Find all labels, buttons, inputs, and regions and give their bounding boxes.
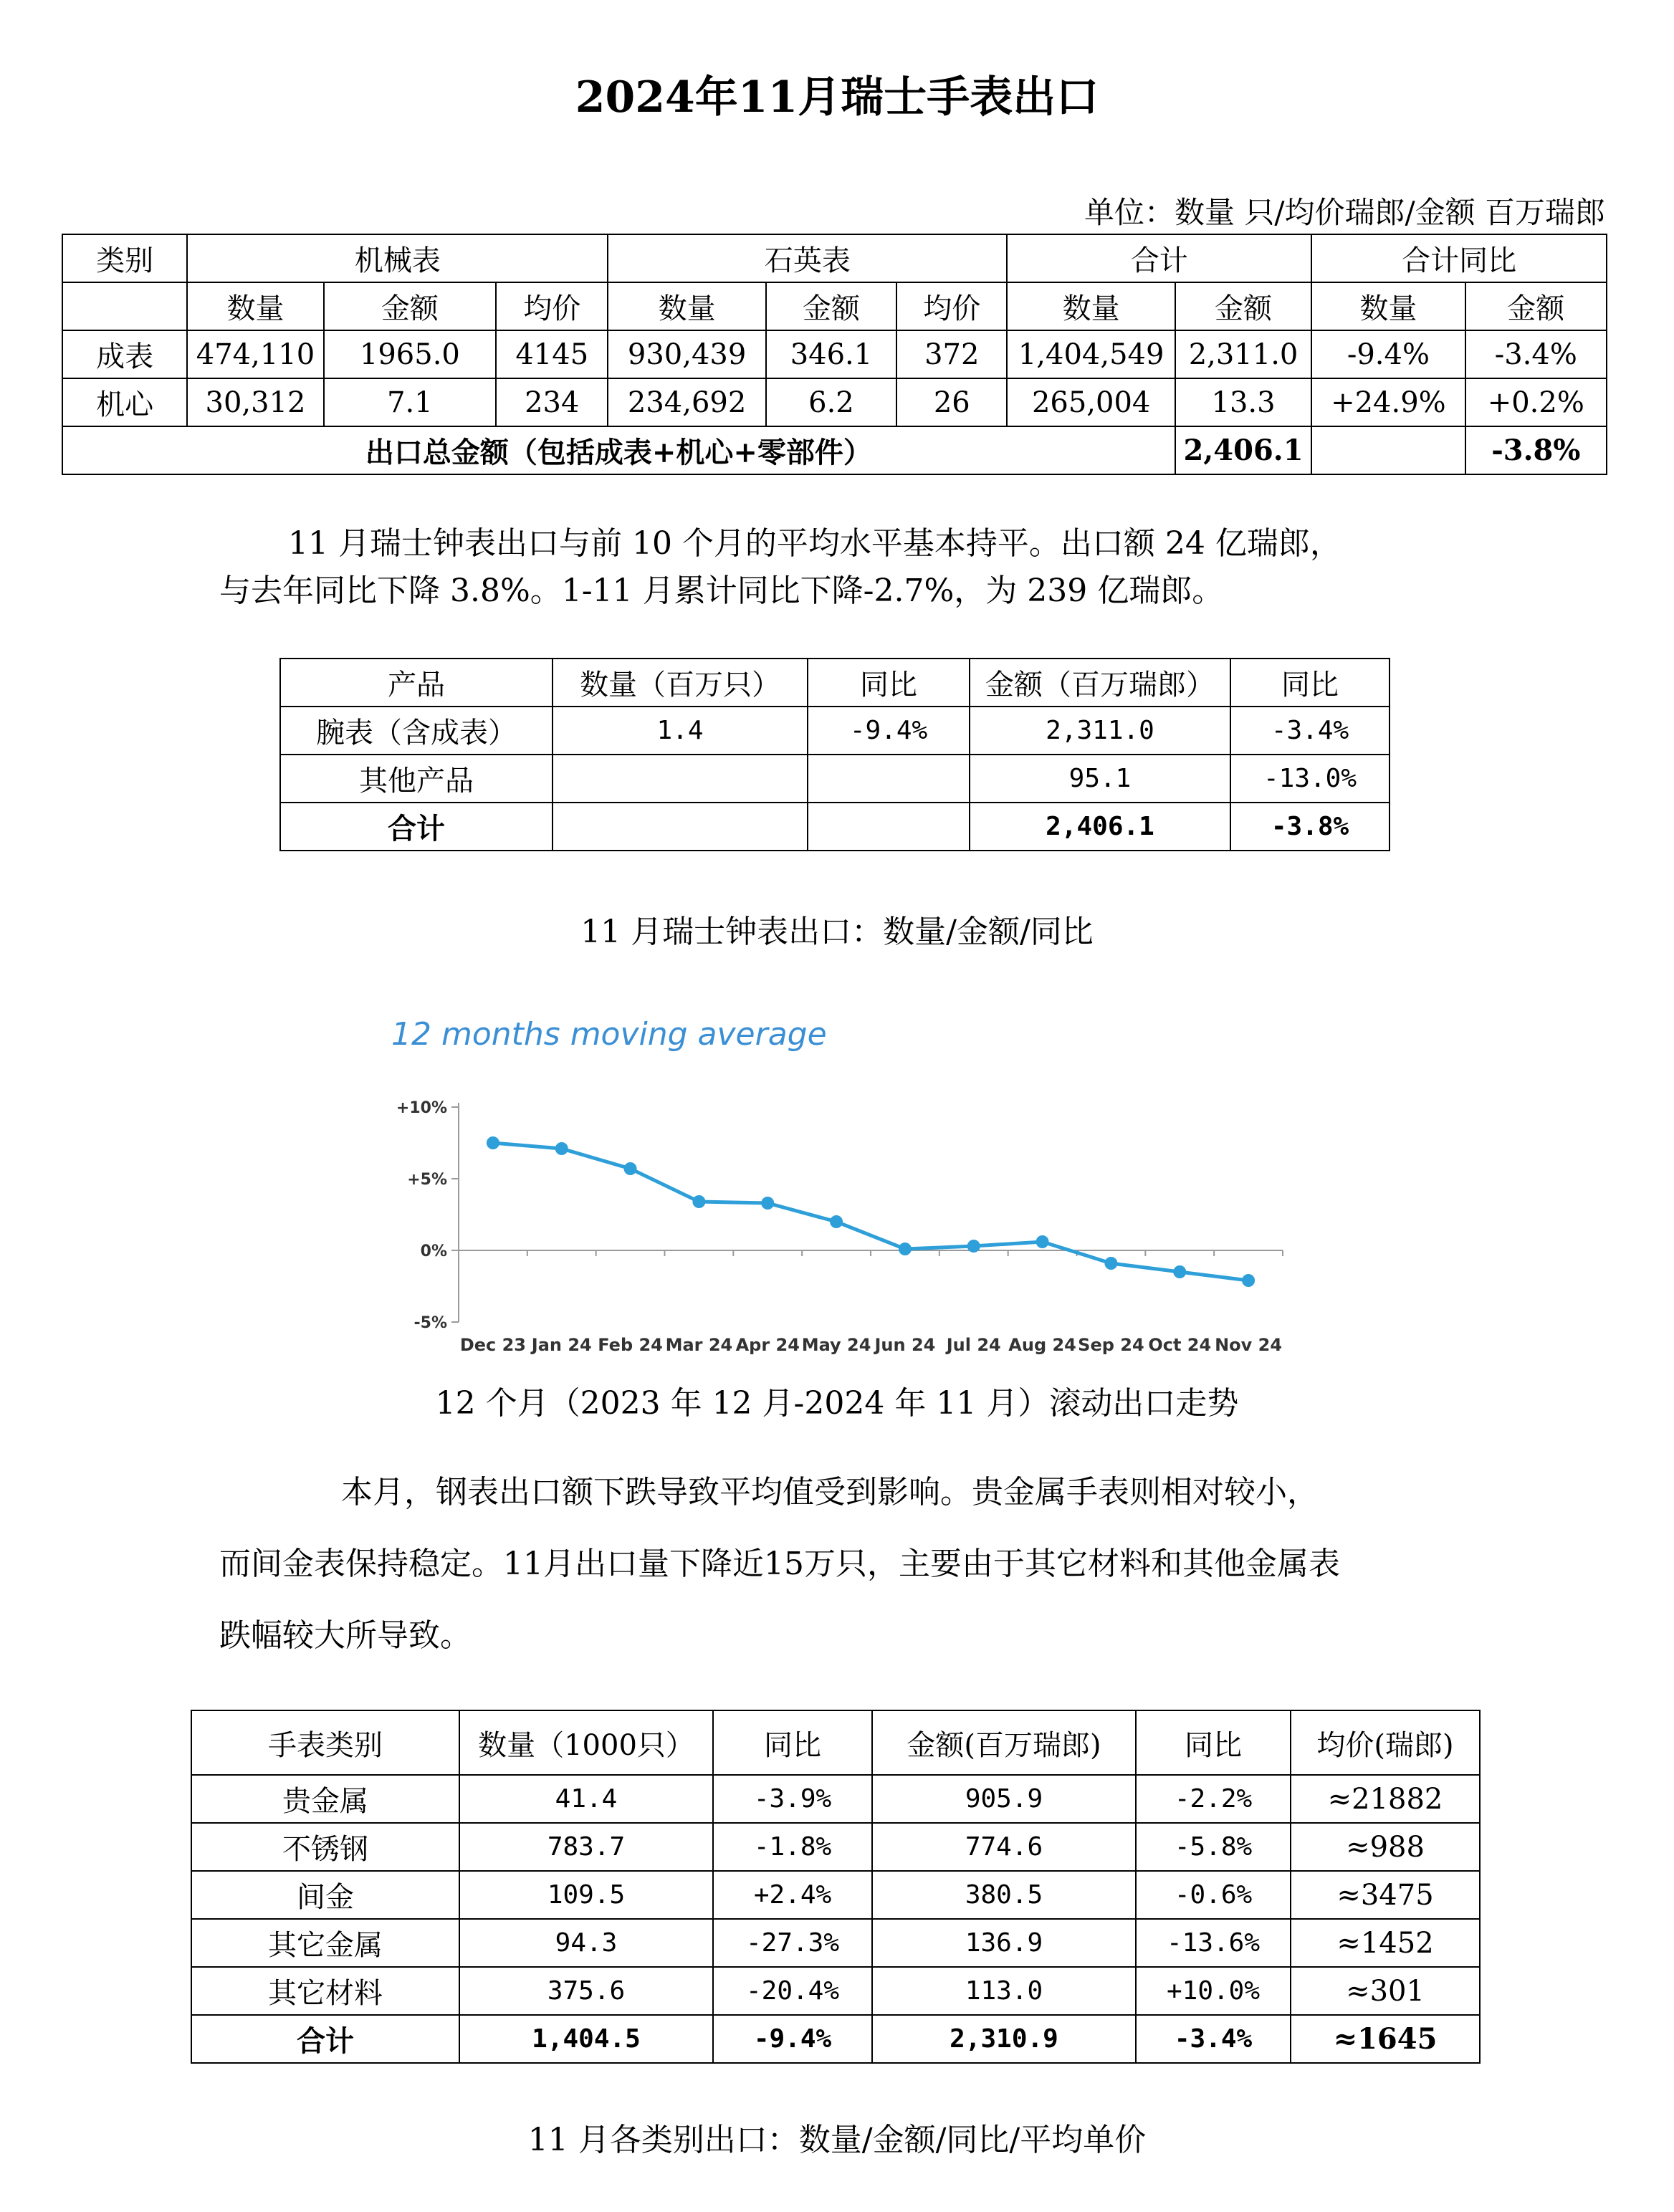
- chart-title: 12 months moving average: [391, 1016, 827, 1053]
- header-total: 合计: [1007, 234, 1311, 282]
- table-cell: 136.9: [872, 1919, 1136, 1967]
- header-category: 类别: [62, 234, 187, 282]
- x-tick-label: Mar 24: [665, 1335, 733, 1355]
- row-label: 不锈钢: [191, 1823, 459, 1871]
- x-tick-label: Feb 24: [598, 1335, 663, 1355]
- table-cell: -27.3%: [713, 1919, 872, 1967]
- table-cell: 372: [896, 330, 1007, 378]
- table-header-row: [62, 234, 1607, 282]
- header-cell: 同比: [808, 659, 970, 707]
- y-tick-label: +5%: [407, 1171, 447, 1189]
- row-label: 成表: [62, 330, 187, 378]
- x-tick-label: Jan 24: [531, 1335, 592, 1355]
- table-cell: 4145: [496, 330, 608, 378]
- table-cell: [553, 803, 808, 851]
- table-total-row: [191, 2015, 1480, 2063]
- x-tick-label: Sep 24: [1078, 1335, 1144, 1355]
- table-cell: 380.5: [872, 1871, 1136, 1919]
- y-tick-label: -5%: [413, 1314, 447, 1332]
- table-row: [191, 1967, 1480, 2015]
- header-cell: 数量（1000只）: [459, 1710, 713, 1775]
- table-subheader-row: [62, 282, 1607, 330]
- row-label: 腕表（含成表）: [280, 707, 553, 755]
- table-row: [62, 330, 1607, 378]
- subheader-cell: 数量: [1311, 282, 1465, 330]
- table-cell: [808, 803, 970, 851]
- table-header-row: [280, 659, 1390, 707]
- table-cell: +24.9%: [1311, 378, 1465, 426]
- table-cell: [553, 755, 808, 803]
- table-cell: 26: [896, 378, 1007, 426]
- subheader-cell: 均价: [896, 282, 1007, 330]
- data-point: [899, 1243, 912, 1255]
- data-point: [1104, 1257, 1117, 1270]
- table-cell: 783.7: [459, 1823, 713, 1871]
- table-cell: 6.2: [766, 378, 896, 426]
- data-point: [555, 1142, 568, 1155]
- table-cell: 2,406.1: [970, 803, 1230, 851]
- header-cell: 产品: [280, 659, 553, 707]
- table-cell: +10.0%: [1136, 1967, 1291, 2015]
- paragraph-1-line-1: 11 月瑞士钟表出口与前 10 个月的平均水平基本持平。出口额 24 亿瑞郎，: [288, 525, 1341, 562]
- total-amount: 2,406.1: [1175, 426, 1311, 474]
- table-cell: ≈1452: [1291, 1919, 1480, 1967]
- subheader-cell: 数量: [608, 282, 765, 330]
- table-cell: 94.3: [459, 1919, 713, 1967]
- header-total-yoy: 合计同比: [1311, 234, 1607, 282]
- table-cell: -13.6%: [1136, 1919, 1291, 1967]
- table-cell: +0.2%: [1465, 378, 1607, 426]
- table-row: [280, 755, 1390, 803]
- table-cell: 30,312: [187, 378, 323, 426]
- table-cell: 2,310.9: [872, 2015, 1136, 2063]
- table-cell: 95.1: [970, 755, 1230, 803]
- table-cell: [62, 282, 187, 330]
- paragraph-2-line-2: 而间金表保持稳定。11月出口量下降近15万只，主要由于其它材料和其他金属表: [219, 1546, 1340, 1582]
- table-total-row: [280, 803, 1390, 851]
- table-cell: 2,311.0: [970, 707, 1230, 755]
- data-point: [487, 1136, 499, 1149]
- total-label: 出口总金额（包括成表+机心+零部件）: [62, 426, 1175, 474]
- data-point: [1173, 1265, 1186, 1278]
- table-cell: -13.0%: [1230, 755, 1390, 803]
- table-cell: 234,692: [608, 378, 765, 426]
- table-header-row: [191, 1710, 1480, 1775]
- paragraph-1-line-2: 与去年同比下降 3.8%。1-11 月累计同比下降-2.7%，为 239 亿瑞郎。: [219, 573, 1224, 609]
- table-cell: -3.4%: [1136, 2015, 1291, 2063]
- table-cell: -5.8%: [1136, 1823, 1291, 1871]
- subheader-cell: 金额: [1175, 282, 1311, 330]
- table-cell: 113.0: [872, 1967, 1136, 2015]
- table-cell: [808, 755, 970, 803]
- header-cell: 手表类别: [191, 1710, 459, 1775]
- table-cell: -3.4%: [1465, 330, 1607, 378]
- table-row: [191, 1775, 1480, 1823]
- x-tick-label: May 24: [801, 1335, 871, 1355]
- table-cell: 1965.0: [324, 330, 496, 378]
- table-cell: -3.8%: [1230, 803, 1390, 851]
- table-cell: ≈988: [1291, 1823, 1480, 1871]
- moving-average-chart: [373, 1003, 1304, 1361]
- table-cell: ≈21882: [1291, 1775, 1480, 1823]
- row-label: 合计: [191, 2015, 459, 2063]
- y-tick-label: 0%: [420, 1243, 447, 1260]
- x-tick-label: Jul 24: [946, 1335, 1001, 1355]
- y-tick-label: +10%: [396, 1099, 447, 1117]
- header-cell: 同比: [1230, 659, 1390, 707]
- table-cell: 774.6: [872, 1823, 1136, 1871]
- row-label: 合计: [280, 803, 553, 851]
- table-cell: -20.4%: [713, 1967, 872, 2015]
- table-cell: -9.4%: [713, 2015, 872, 2063]
- table-cell: 930,439: [608, 330, 765, 378]
- caption-product-table: 11 月瑞士钟表出口：数量/金额/同比: [580, 914, 1094, 950]
- table-cell: ≈1645: [1291, 2015, 1480, 2063]
- page-title: 2024年11月瑞士手表出口: [575, 72, 1099, 123]
- total-yoy: -3.8%: [1465, 426, 1607, 474]
- data-point: [624, 1162, 637, 1175]
- header-cell: 金额（百万瑞郎）: [970, 659, 1230, 707]
- table-cell: -1.8%: [713, 1823, 872, 1871]
- row-label: 贵金属: [191, 1775, 459, 1823]
- header-quartz: 石英表: [608, 234, 1007, 282]
- table-cell: 1,404.5: [459, 2015, 713, 2063]
- paragraph-2-line-3: 跌幅较大所导致。: [219, 1617, 472, 1654]
- table-cell: ≈301: [1291, 1967, 1480, 2015]
- caption-chart: 12 个月（2023 年 12 月-2024 年 11 月）滚动出口走势: [435, 1385, 1239, 1422]
- table-row: [191, 1871, 1480, 1919]
- x-tick-label: Jun 24: [874, 1335, 936, 1355]
- category-table: [191, 1710, 1481, 2064]
- row-label: 机心: [62, 378, 187, 426]
- row-label: 间金: [191, 1871, 459, 1919]
- table-cell: 905.9: [872, 1775, 1136, 1823]
- table-row: [62, 378, 1607, 426]
- table-cell: -2.2%: [1136, 1775, 1291, 1823]
- x-tick-label: Apr 24: [735, 1335, 800, 1355]
- x-tick-label: Oct 24: [1148, 1335, 1212, 1355]
- table-row: [191, 1823, 1480, 1871]
- row-label: 其他产品: [280, 755, 553, 803]
- table-cell: 41.4: [459, 1775, 713, 1823]
- header-cell: 同比: [713, 1710, 872, 1775]
- subheader-cell: 金额: [766, 282, 896, 330]
- table-cell: -9.4%: [808, 707, 970, 755]
- table-cell: ≈3475: [1291, 1871, 1480, 1919]
- series-line: [493, 1143, 1248, 1280]
- x-tick-label: Dec 23: [459, 1335, 527, 1355]
- table-cell: -3.4%: [1230, 707, 1390, 755]
- product-table: [279, 658, 1390, 851]
- table-cell: 265,004: [1007, 378, 1175, 426]
- table-cell: -0.6%: [1136, 1871, 1291, 1919]
- unit-note: 单位：数量 只/均价瑞郎/金额 百万瑞郎: [1084, 195, 1605, 230]
- table-cell: 2,311.0: [1175, 330, 1311, 378]
- paragraph-2-line-1: 本月，钢表出口额下跌导致平均值受到影响。贵金属手表则相对较小，: [341, 1474, 1319, 1510]
- header-cell: 均价(瑞郎): [1291, 1710, 1480, 1775]
- table-cell: 346.1: [766, 330, 896, 378]
- table-cell: 474,110: [187, 330, 323, 378]
- header-mechanical: 机械表: [187, 234, 608, 282]
- table-cell: 375.6: [459, 1967, 713, 2015]
- data-point: [1036, 1235, 1049, 1248]
- subheader-cell: 数量: [187, 282, 323, 330]
- table-cell: +2.4%: [713, 1871, 872, 1919]
- subheader-cell: 金额: [1465, 282, 1607, 330]
- row-label: 其它材料: [191, 1967, 459, 2015]
- table-cell: 1,404,549: [1007, 330, 1175, 378]
- table-cell: 13.3: [1175, 378, 1311, 426]
- data-point: [1242, 1274, 1255, 1287]
- header-cell: 金额(百万瑞郎): [872, 1710, 1136, 1775]
- table-cell: 1.4: [553, 707, 808, 755]
- data-point: [967, 1240, 980, 1253]
- subheader-cell: 金额: [324, 282, 496, 330]
- data-point: [761, 1197, 774, 1210]
- table-cell: [1311, 426, 1465, 474]
- table-row: [280, 707, 1390, 755]
- row-label: 其它金属: [191, 1919, 459, 1967]
- table-total-row: [62, 426, 1607, 474]
- header-cell: 数量（百万只）: [553, 659, 808, 707]
- x-tick-label: Nov 24: [1215, 1335, 1283, 1355]
- summary-table: [62, 234, 1607, 475]
- table-cell: 234: [496, 378, 608, 426]
- table-cell: -3.9%: [713, 1775, 872, 1823]
- data-point: [692, 1195, 705, 1208]
- header-cell: 同比: [1136, 1710, 1291, 1775]
- table-cell: -9.4%: [1311, 330, 1465, 378]
- caption-category-table: 11 月各类别出口：数量/金额/同比/平均单价: [527, 2122, 1147, 2158]
- subheader-cell: 数量: [1007, 282, 1175, 330]
- data-point: [830, 1215, 843, 1228]
- table-row: [191, 1919, 1480, 1967]
- x-tick-label: Aug 24: [1008, 1335, 1076, 1355]
- table-cell: 7.1: [324, 378, 496, 426]
- subheader-cell: 均价: [496, 282, 608, 330]
- table-cell: 109.5: [459, 1871, 713, 1919]
